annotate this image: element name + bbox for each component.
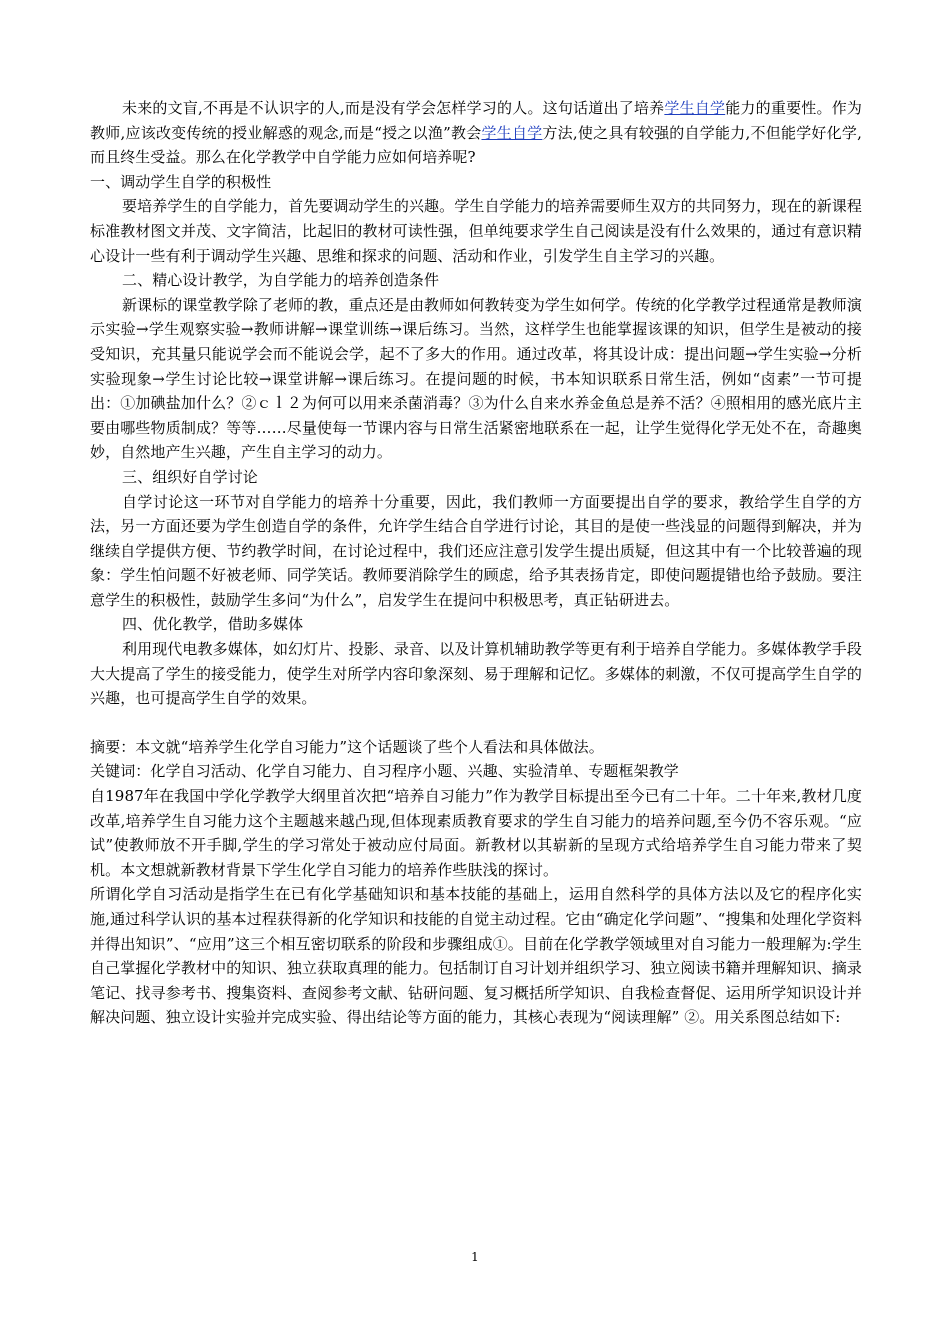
- abstract-line: 摘要：本文就“培养学生化学自习能力”这个话题谈了些个人看法和具体做法。: [90, 737, 604, 756]
- intro-paragraph: [90, 96, 862, 170]
- student-self-study-link-2[interactable]: 学生自学: [481, 123, 543, 142]
- intro-text-a: 未来的文盲,不再是不认识字的人,而是没有学会怎样学习的人。这句话道出了培养: [122, 99, 665, 117]
- section-paragraph-3: 自学讨论这一环节对自学能力的培养十分重要，因此，我们教师一方面要提出自学的要求，教给学生自学的方法，另一方面还要为学生创造自学的条件，允许学生结合自学进行讨论，其目的是使一些浅显的问题得到解决，并为继续自学提供方便、节约教学时间，在讨论过程中，我们还应注意引发学生提出质疑，但这其中有一个比较普遍的现象：学生怕问题不好被老师、同学笑话。教师要消除学生的顾虑，给予其表扬肯定，即使问题提错也给予鼓励。要注意学生的积极性，鼓励学生多问“为什么”，启发学生在提问中积极思考，真正钻研进去。: [90, 492, 862, 609]
- blank-line: [90, 711, 862, 735]
- background-paragraph: 自1987年在我国中学化学教学大纲里首次把“培养自习能力”作为教学目标提出至今已有二十年。二十年来,教材几度改革,培养学生自习能力这个主题越来越凸现,但体现素质教育要求的学生自习能力的培养问题,至今仍不容乐观。“应试”使教师放不开手脚,学生的学习常处于被动应付局面。新教材以其崭新的呈现方式给培养学生自习能力带来了契机。本文想就新教材背景下学生化学自习能力的培养作些肤浅的探讨。: [90, 787, 862, 879]
- page-number: 1: [471, 1250, 479, 1264]
- keywords-line: 关键词：化学自习活动、化学自习能力、自习程序小题、兴趣、实验清单、专题框架教学: [90, 762, 679, 781]
- intro-text-c: 方法,使之具有较强的自学能力,不但能学好化学,而且终生受益。那么在化学教学中自学能力应如何培养呢?: [90, 123, 863, 167]
- section-paragraph-1: 要培养学生的自学能力，首先要调动学生的兴趣。学生自学能力的培养需要师生双方的共同努力，现在的新课程标准教材图文并茂、文字简洁，比起旧的教材可读性强，但单纯要求学生自己阅读是没有什么效果的，通过有意识精心设计一些有利于调动学生兴趣、思维和探求的问题、活动和作业，引发学生自主学习的兴趣。: [90, 197, 862, 265]
- section-heading-2: 二、精心设计教学，为自学能力的培养创造条件: [122, 271, 440, 290]
- student-self-study-link-1[interactable]: 学生自学: [664, 99, 726, 117]
- section-heading-4: 四、优化教学，借助多媒体: [122, 615, 304, 634]
- section-heading-3: 三、组织好自学讨论: [122, 467, 258, 486]
- document-body: [90, 96, 862, 1030]
- section-paragraph-2: 新课标的课堂教学除了老师的教，重点还是由教师如何教转变为学生如何学。传统的化学教学过程通常是教师演示实验→学生观察实验→教师讲解→课堂训练→课后练习。当然，这样学生也能掌握该课的知识，但学生是被动的接受知识，充其量只能说学会而不能说会学，起不了多大的作用。通过改革，将其设计成：提出问题→学生实验→分析实验现象→学生讨论比较→课堂讲解→课后练习。在提问题的时候，书本知识联系日常生活，例如“卤素”一节可提出：①加碘盐加什么？②ｃｌ２为何可以用来杀菌消毒？③为什么自来水养金鱼总是养不活？④照相用的感光底片主要由哪些物质制成？等等……尽量使每一节课内容与日常生活紧密地联系在一起，让学生觉得化学无处不在，奇趣奥妙，自然地产生兴趣，产生自主学习的动力。: [90, 295, 862, 462]
- intro-text-b: 能力的重要性。作为教师,应该改变传统的授业解惑的观念,而是“授之以渔”教会: [90, 99, 863, 142]
- section-heading-1: 一、调动学生自学的积极性: [90, 172, 272, 191]
- definition-paragraph: 所谓化学自习活动是指学生在已有化学基础知识和基本技能的基础上，运用自然科学的具体方法以及它的程序化实施,通过科学认识的基本过程获得新的化学知识和技能的自觉主动过程。它由“确定化学问题”、“搜集和处理化学资料并得出知识”、“应用”这三个相互密切联系的阶段和步骤组成①。目前在化学教学领域里对自习能力一般理解为:学生自己掌握化学教材中的知识、独立获取真理的能力。包括制订自习计划并组织学习、独立阅读书籍并理解知识、摘录笔记、找寻参考书、搜集资料、查阅参考文献、钻研问题、复习概括所学知识、自我检查督促、运用所学知识设计并解决问题、独立设计实验并完成实验、得出结论等方面的能力，其核心表现为“阅读理解” ②。用关系图总结如下:: [90, 885, 862, 1027]
- section-paragraph-4: 利用现代电教多媒体，如幻灯片、投影、录音、以及计算机辅助教学等更有利于培养自学能力。多媒体教学手段大大提高了学生的接受能力，使学生对所学内容印象深刻、易于理解和记忆。多媒体的刺激，不仅可提高学生自学的兴趣，也可提高学生自学的效果。: [90, 640, 862, 708]
